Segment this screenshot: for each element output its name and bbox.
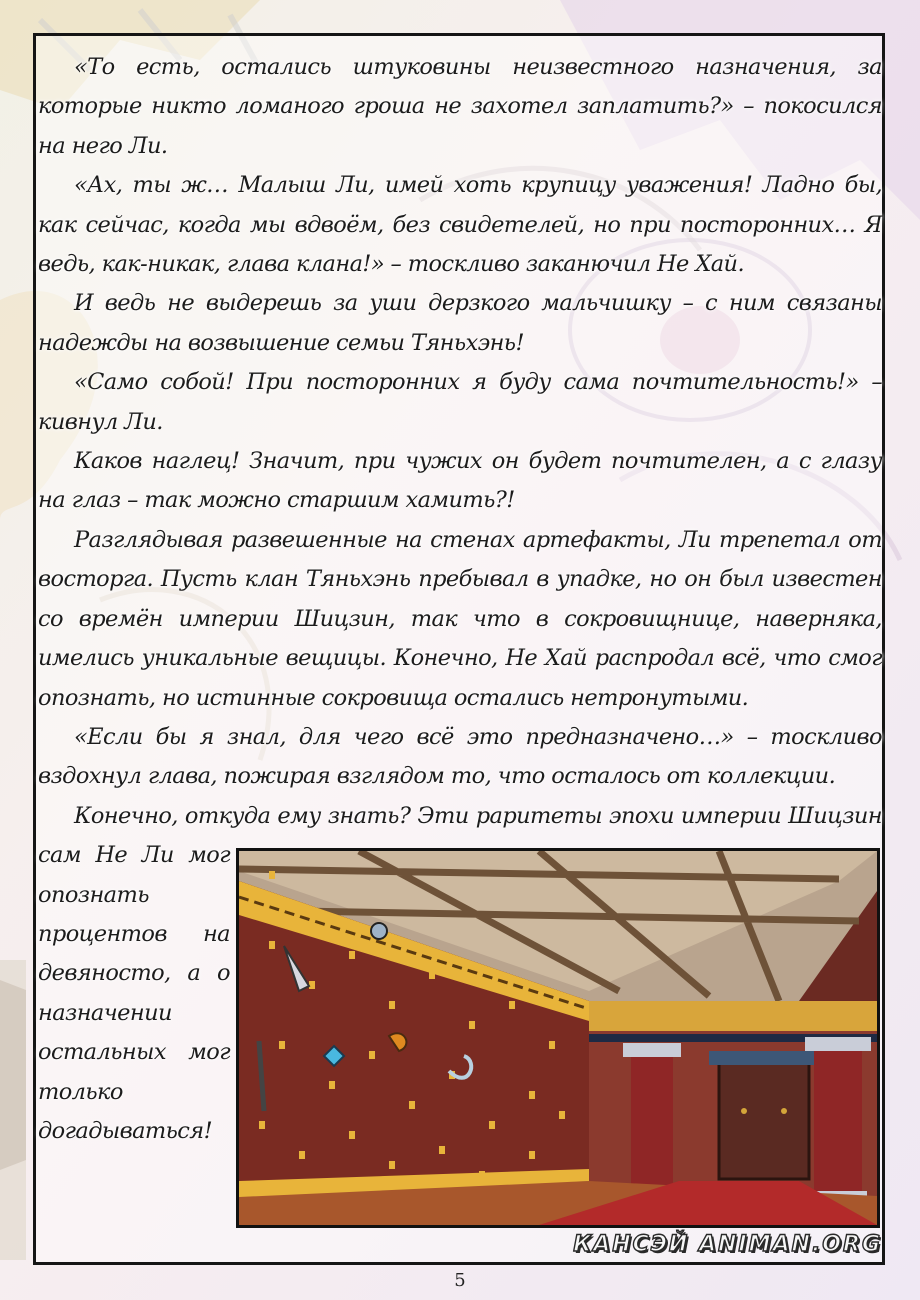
- paragraph-4: «Само собой! При посторонних я буду сама почтительность!» – кивнул Ли.: [38, 369, 882, 435]
- page-number: 5: [454, 1270, 466, 1291]
- paragraph-3: И ведь не выдерешь за уши дерзкого мальчишку – с ним связаны надежды на возвышение семьи Тяньхэнь!: [38, 290, 882, 356]
- paragraph-6: Разглядывая развешенные на стенах артефакты, Ли трепетал от восторга. Пусть клан Тяньхэнь пребывал в упадке, но он был известен со времён империи Шицзин, так что в сокровищнице, наверняка, имелись уникальные вещицы. Конечно, Не Хай распродал всё, что смог опознать, но истинные сокровища остались нетронутыми.: [38, 526, 882, 711]
- paragraph-8-text: Конечно, откуда ему знать? Эти раритеты эпохи империи Шицзин сам Не Ли мог опознать процентов на девяносто, а о назначении остальных мог только догадываться!: [38, 802, 882, 1144]
- paragraph-1: «То есть, остались штуковины неизвестного назначения, за которые никто ломаного гроша не захотел заплатить?» – покосился на него Ли.: [38, 54, 882, 159]
- treasury-room-picture: [239, 851, 877, 1225]
- treasury-illustration: [236, 848, 880, 1228]
- paragraph-2: «Ах, ты ж… Малыш Ли, имей хоть крупицу уважения! Ладно бы, как сейчас, когда мы вдвоём, без свидетелей, но при посторонних… Я ведь, как-никак, глава клана!» – тоскливо заканючил Не Хай.: [38, 172, 882, 278]
- scanlation-credit: КАНСЭЙ ANIMAN.ORG: [573, 1232, 882, 1257]
- paragraph-5: Каков наглец! Значит, при чужих он будет почтителен, а с глазу на глаз – так можно старшим хамить?!: [38, 448, 882, 514]
- paragraph-7: «Если бы я знал, для чего всё это предназначено…» – тоскливо вздохнул глава, пожирая взглядом то, что осталось от коллекции.: [38, 723, 882, 790]
